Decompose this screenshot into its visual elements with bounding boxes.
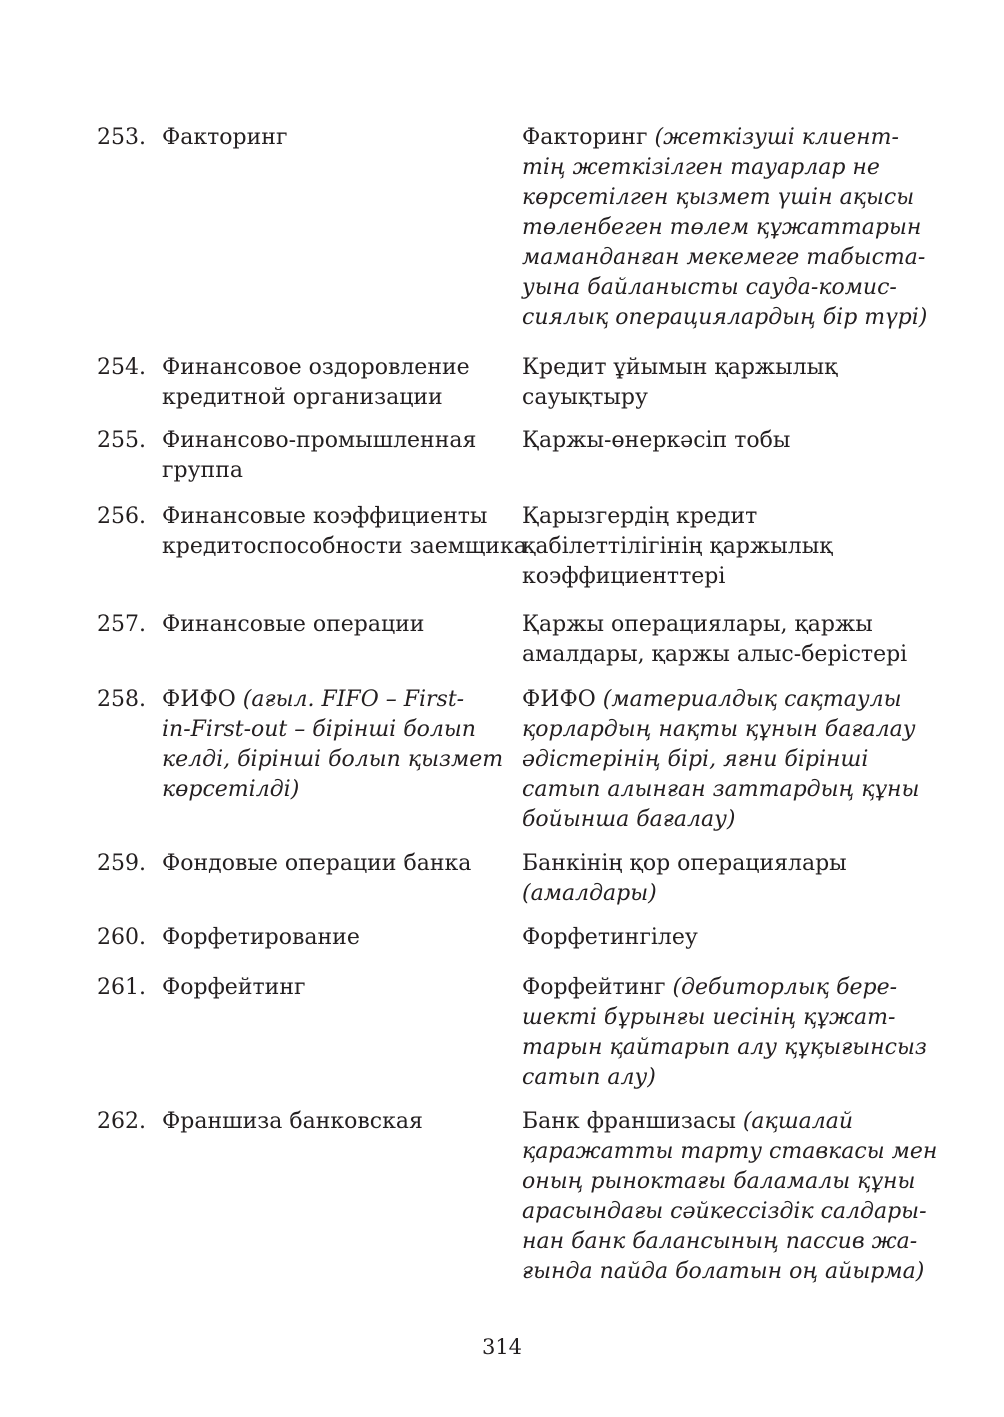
russian-term-line: Финансовое оздоровление <box>162 355 470 380</box>
kazakh-definition-line: төленбеген төлем құжаттарын <box>522 215 922 240</box>
kazakh-definition-line: уына байланысты сауда-комис- <box>522 275 897 300</box>
definition-explanation: (дебиторлық бере- <box>672 975 898 1000</box>
kazakh-definition-line: тің жеткізілген тауарлар не <box>522 155 880 180</box>
entry-number: 255. <box>97 428 146 453</box>
kazakh-definition <box>522 353 922 413</box>
kazakh-definition-line: арасындағы сәйкессіздік салдары- <box>522 1199 927 1224</box>
entry-number: 253. <box>97 125 146 150</box>
definition-explanation: (материалдық сақтаулы <box>602 687 902 712</box>
kazakh-definition-line: Қаржы операциялары, қаржы <box>522 612 873 637</box>
kazakh-definition-line: Кредит ұйымын қаржылық <box>522 355 838 380</box>
definition-term: Банк франшизасы <box>522 1109 743 1134</box>
kazakh-definition-line: көрсетілген қызмет үшін ақысы <box>522 185 915 210</box>
russian-term-line: келді, бірінші болып қызмет <box>162 747 504 772</box>
entry-number: 260. <box>97 925 146 950</box>
russian-term <box>162 973 514 1003</box>
entry-number: 261. <box>97 975 146 1000</box>
russian-term-line: Франшиза банковская <box>162 1109 423 1134</box>
kazakh-definition-line: мамандaнған мекемеге табыста- <box>522 245 926 270</box>
term-explanation: (ағыл. FIFO – First- <box>242 687 465 712</box>
kazakh-definition-line: шекті бұрынғы иесінің құжат- <box>522 1005 896 1030</box>
definition-term: ФИФО <box>522 687 603 712</box>
russian-term-line: көрсетілді) <box>162 777 300 802</box>
russian-term-line: Финансово-промышленная <box>162 428 477 453</box>
kazakh-definition-line <box>522 123 922 153</box>
definition-term: Форфейтинг <box>522 975 673 1000</box>
kazakh-definition <box>522 849 922 909</box>
definition-explanation: (ақшалай <box>742 1109 854 1134</box>
russian-term-line <box>162 685 514 715</box>
russian-term <box>162 849 514 879</box>
russian-term <box>162 123 514 153</box>
russian-term <box>162 426 514 486</box>
russian-term <box>162 685 514 805</box>
russian-term-line: группа <box>162 458 243 483</box>
russian-term-line: Форфейтинг <box>162 975 306 1000</box>
kazakh-definition-line: бойынша бағалау) <box>522 807 736 832</box>
kazakh-definition-line <box>522 1107 922 1137</box>
russian-term-line: Факторинг <box>162 125 288 150</box>
kazakh-definition <box>522 502 922 592</box>
term-abbreviation: ФИФО <box>162 687 243 712</box>
kazakh-definition <box>522 610 922 670</box>
russian-term <box>162 353 514 413</box>
russian-term-line: Фондовые операции банка <box>162 851 472 876</box>
kazakh-definition-line: қаражатты тарту ставкасы мен <box>522 1139 938 1164</box>
kazakh-definition <box>522 426 922 456</box>
russian-term-line: Форфетирование <box>162 925 360 950</box>
kazakh-definition <box>522 685 922 835</box>
kazakh-definition-line: сиялық операциялардың бір түрі) <box>522 305 928 330</box>
russian-term-line: кредитоспособности заемщика <box>162 534 527 559</box>
kazakh-definition <box>522 123 928 333</box>
kazakh-definition-line: сатып алынған заттардың құны <box>522 777 920 802</box>
kazakh-definition-line <box>522 973 922 1003</box>
kazakh-definition-line: Қарызгердің кредит <box>522 504 758 529</box>
kazakh-definition-line: сатып алу) <box>522 1065 656 1090</box>
russian-term-line: Финансовые коэффициенты <box>162 504 488 529</box>
kazakh-definition-line: ғында пайда болатын оң айырма) <box>522 1259 925 1284</box>
russian-term-line: кредитной организации <box>162 385 443 410</box>
definition-term: Факторинг <box>522 125 655 150</box>
entry-number: 257. <box>97 612 146 637</box>
kazakh-definition-line: коэффициенттері <box>522 564 726 589</box>
kazakh-definition-line: Қаржы-өнеркәсіп тобы <box>522 428 791 453</box>
kazakh-definition-line: қорлардың нақты құнын бағалау <box>522 717 916 742</box>
definition-explanation: (жеткізуші клиент- <box>654 125 899 150</box>
entry-number: 256. <box>97 504 146 529</box>
kazakh-definition <box>522 923 922 953</box>
kazakh-definition-line <box>522 685 922 715</box>
kazakh-definition-line: Форфетингілеу <box>522 925 698 950</box>
kazakh-definition-line: оның рыноктағы баламалы құны <box>522 1169 916 1194</box>
russian-term <box>162 502 527 562</box>
kazakh-definition-line: амалдары, қаржы алыс-берістері <box>522 642 908 667</box>
entry-number: 259. <box>97 851 146 876</box>
kazakh-definition-line: сауықтыру <box>522 385 648 410</box>
russian-term-line: in-First-out – бірінші болып <box>162 717 476 742</box>
kazakh-definition-line: (амалдары) <box>522 881 657 906</box>
russian-term <box>162 1107 514 1137</box>
russian-term-line: Финансовые операции <box>162 612 425 637</box>
kazakh-definition-line: Банкінің қор операциялары <box>522 851 847 876</box>
entry-number: 254. <box>97 355 146 380</box>
entry-number: 258. <box>97 687 146 712</box>
kazakh-definition <box>522 1107 938 1287</box>
kazakh-definition-line: әдістерінің бірі, яғни бірінші <box>522 747 869 772</box>
kazakh-definition-line: қабілеттілігінің қаржылық <box>522 534 833 559</box>
entry-number: 262. <box>97 1109 146 1134</box>
russian-term <box>162 610 514 640</box>
kazakh-definition <box>522 973 927 1093</box>
russian-term <box>162 923 514 953</box>
kazakh-definition-line: нан банк балансының пассив жа- <box>522 1229 918 1254</box>
page-number: 314 <box>481 1335 523 1359</box>
kazakh-definition-line: тарын қайтарып алу құқығынсыз <box>522 1035 927 1060</box>
